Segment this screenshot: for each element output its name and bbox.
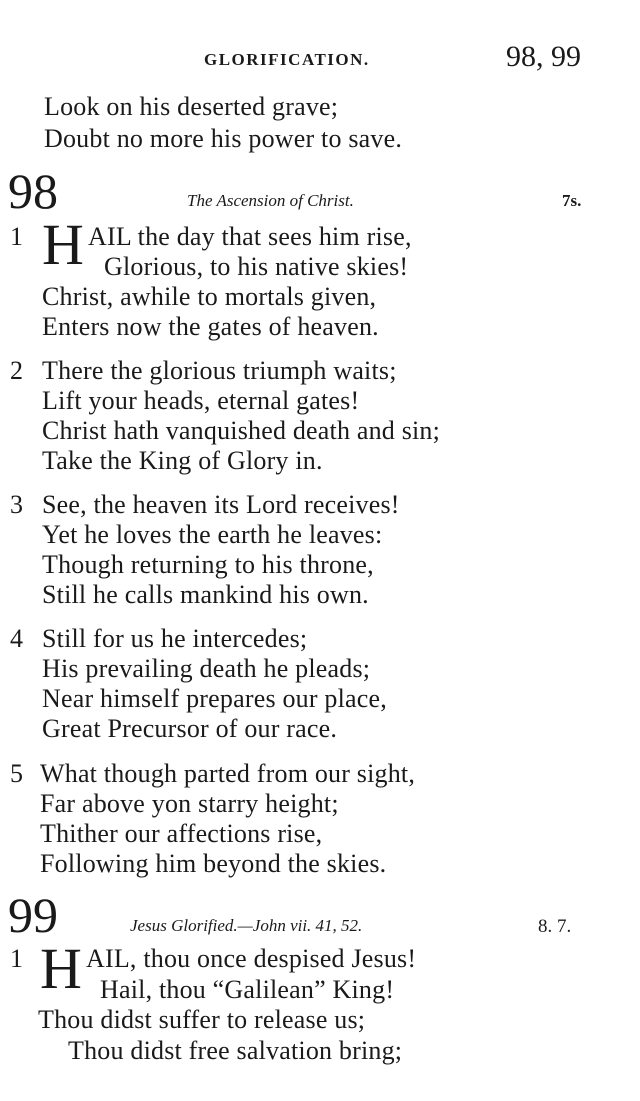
hymn-98-dropcap: H: [42, 212, 84, 277]
verse-line: There the glorious triumph waits;: [42, 356, 397, 385]
verse-line: AIL the day that sees him rise,: [88, 222, 412, 251]
verse-line: Enters now the gates of heaven.: [42, 312, 379, 341]
verse-number: 1: [10, 222, 23, 251]
verse-line: Lift your heads, eternal gates!: [42, 386, 360, 415]
verse-line: See, the heaven its Lord receives!: [42, 490, 400, 519]
hymn-98-meter: 7s.: [562, 191, 582, 210]
hymn-99-title: Jesus Glorified.—John vii. 41, 52.: [130, 916, 363, 935]
verse-line: Great Precursor of our race.: [42, 714, 338, 743]
verse-line: Take the King of Glory in.: [42, 446, 323, 475]
verse-line: Near himself prepares our place,: [42, 684, 387, 713]
verse-line: Though returning to his throne,: [42, 550, 374, 579]
verse-line: Far above yon starry height;: [40, 789, 339, 818]
verse-line: Glorious, to his native skies!: [104, 252, 409, 281]
verse-line: Christ, awhile to mortals given,: [42, 282, 377, 311]
verse-line: Following him beyond the skies.: [40, 849, 387, 878]
prev-hymn-line: Look on his deserted grave;: [44, 92, 339, 121]
verse-number: 1: [10, 944, 23, 973]
verse-line: His prevailing death he pleads;: [42, 654, 371, 683]
prev-hymn-line: Doubt no more his power to save.: [44, 124, 403, 153]
verse-line: Still he calls mankind his own.: [42, 580, 369, 609]
hymn-98-number: 98: [8, 163, 58, 219]
verse-line: Yet he loves the earth he leaves:: [42, 520, 383, 549]
verse-line: What though parted from our sight,: [40, 759, 416, 788]
verse-number: 5: [10, 759, 23, 788]
hymn-99-meter: 8. 7.: [538, 916, 572, 937]
verse-line: Hail, thou “Galilean” King!: [100, 975, 395, 1004]
verse-number: 2: [10, 356, 23, 385]
page-numbers: 98, 99: [506, 40, 581, 73]
verse-number: 4: [10, 624, 23, 653]
hymn-98-title: The Ascension of Christ.: [187, 191, 354, 210]
verse-line: Thou didst suffer to release us;: [38, 1005, 366, 1034]
verse-line: Thither our affections rise,: [40, 819, 323, 848]
running-head: GLORIFICATION.: [204, 50, 370, 69]
verse-line: Thou didst free salvation bring;: [68, 1036, 403, 1065]
verse-line: Still for us he intercedes;: [42, 624, 308, 653]
verse-number: 3: [10, 490, 23, 519]
hymn-99-dropcap: H: [40, 936, 82, 1001]
hymn-99-number: 99: [8, 887, 58, 943]
verse-line: AIL, thou once despised Jesus!: [86, 944, 417, 973]
verse-line: Christ hath vanquished death and sin;: [42, 416, 441, 445]
